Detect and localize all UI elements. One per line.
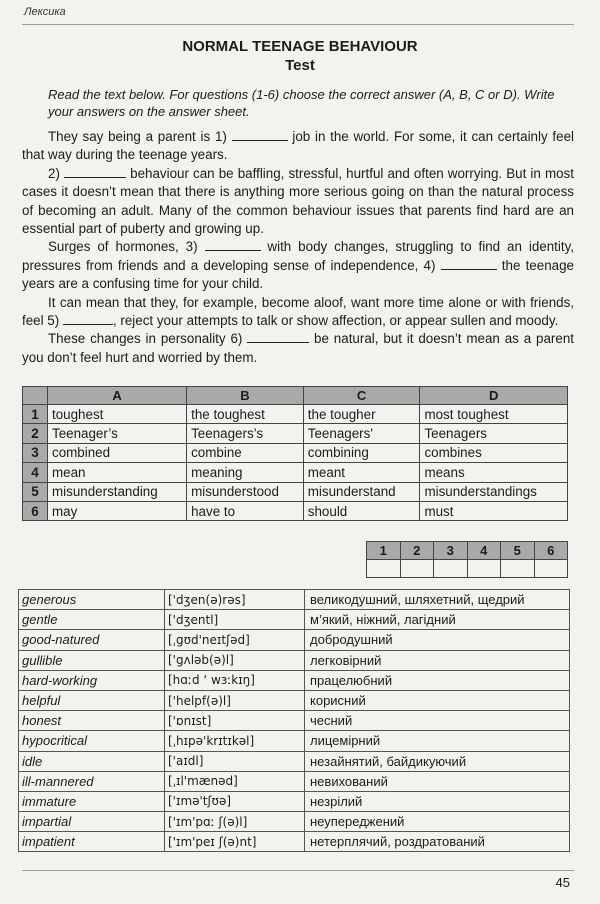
vocabulary-table — [18, 589, 570, 852]
options-corner-cell — [23, 387, 48, 405]
option-c: the tougher — [303, 405, 420, 424]
vocab-transcription: ['ɪmə'tʃʊə] — [165, 791, 305, 811]
vocab-word: ill-mannered — [19, 771, 165, 791]
table-row — [19, 711, 570, 731]
option-c: misunderstand — [303, 482, 420, 501]
vocab-translation: чесний — [305, 711, 570, 731]
vocab-word: idle — [19, 751, 165, 771]
table-row — [19, 751, 570, 771]
passage-text: 2) — [48, 165, 65, 181]
vocab-transcription: [ˌhɪpə'krɪtɪkəl] — [165, 731, 305, 751]
option-a: misunderstanding — [48, 482, 187, 501]
option-d: most toughest — [420, 405, 568, 424]
section-label: Лексика — [24, 6, 66, 18]
table-row — [19, 650, 570, 670]
passage-paragraph — [22, 294, 574, 331]
vocab-translation: невихований — [305, 771, 570, 791]
row-number: 5 — [23, 482, 48, 501]
vocab-word: honest — [19, 711, 165, 731]
option-a: Teenager’s — [48, 424, 187, 443]
gap-4 — [441, 257, 497, 270]
vocab-transcription: [ˌgʊd'neɪtʃəd] — [165, 630, 305, 650]
vocab-translation: неупереджений — [305, 812, 570, 832]
table-row — [19, 832, 570, 852]
table-row — [23, 405, 568, 424]
table-row — [19, 791, 570, 811]
vocab-transcription: [ˌɪl'mænəd] — [165, 771, 305, 791]
answer-number: 4 — [467, 542, 501, 560]
vocab-word: generous — [19, 590, 165, 610]
vocab-word: good-natured — [19, 630, 165, 650]
option-d: must — [420, 501, 568, 520]
answer-cell[interactable] — [467, 560, 501, 578]
option-c: Teenagers' — [303, 424, 420, 443]
options-table — [22, 386, 568, 521]
table-row — [23, 424, 568, 443]
option-b: meaning — [187, 463, 304, 482]
option-d: means — [420, 463, 568, 482]
option-a: may — [48, 501, 187, 520]
header-divider — [22, 24, 574, 25]
vocab-word: hypocritical — [19, 731, 165, 751]
gap-5 — [63, 312, 113, 325]
option-b: Teenagers’s — [187, 424, 304, 443]
vocab-transcription: ['dʒentl] — [165, 610, 305, 630]
option-c: should — [303, 501, 420, 520]
row-number: 6 — [23, 501, 48, 520]
vocab-translation: м’який, ніжний, лагідний — [305, 610, 570, 630]
page-title: NORMAL TEENAGE BEHAVIOUR — [182, 38, 418, 55]
gap-3 — [205, 238, 261, 251]
answer-number: 6 — [534, 542, 568, 560]
page-number: 45 — [555, 875, 570, 890]
passage-text: , reject your attempts to talk or show affection, or appear sullen and moody. — [112, 313, 559, 329]
answer-cell[interactable] — [367, 560, 401, 578]
vocab-transcription: ['gʌləb(ə)l] — [165, 650, 305, 670]
table-row — [19, 610, 570, 630]
table-row — [19, 731, 570, 751]
vocab-word: hard-working — [19, 670, 165, 690]
answer-sheet-header — [367, 542, 568, 560]
passage-text: Surges of hormones, 3) — [48, 239, 205, 255]
passage-text: job in the world. For some, it can certainly feel that way during the teenage years. — [22, 129, 575, 163]
vocab-word: impatient — [19, 832, 165, 852]
table-row — [23, 463, 568, 482]
table-row — [19, 690, 570, 710]
row-number: 4 — [23, 463, 48, 482]
vocab-transcription: ['helpf(ə)l] — [165, 690, 305, 710]
option-c: meant — [303, 463, 420, 482]
answer-number: 1 — [367, 542, 401, 560]
answer-number: 2 — [400, 542, 434, 560]
answer-cell[interactable] — [434, 560, 468, 578]
vocab-translation: незрілий — [305, 791, 570, 811]
vocab-translation: великодушний, шляхетний, щедрий — [305, 590, 570, 610]
passage-text: the teenage years are a confusing time for your child. — [22, 257, 574, 292]
option-a: mean — [48, 463, 187, 482]
vocab-transcription: ['aɪdl] — [165, 751, 305, 771]
option-b: misunderstood — [187, 482, 304, 501]
vocab-translation: корисний — [305, 690, 570, 710]
vocab-word: gentle — [19, 610, 165, 630]
option-c: combining — [303, 443, 420, 462]
table-row — [19, 590, 570, 610]
option-a: combined — [48, 443, 187, 462]
vocab-transcription: ['ɒnɪst] — [165, 711, 305, 731]
answer-number: 5 — [501, 542, 535, 560]
option-d: combines — [420, 443, 568, 462]
vocab-translation: незайнятий, байдикуючий — [305, 751, 570, 771]
table-row — [23, 501, 568, 520]
table-row — [19, 670, 570, 690]
options-column-d: D — [420, 387, 568, 405]
vocab-transcription: [hɑːd ʻ wɜːkɪŋ] — [165, 670, 305, 690]
passage-text: These changes in personality 6) — [48, 331, 248, 347]
table-row — [23, 482, 568, 501]
vocab-transcription: ['dʒen(ə)rəs] — [165, 590, 305, 610]
page-subtitle: Test — [285, 57, 315, 74]
answer-number: 3 — [434, 542, 468, 560]
passage-text: They say being a parent is 1) — [48, 129, 232, 144]
reading-passage — [22, 128, 574, 367]
options-column-b: B — [187, 387, 304, 405]
vocab-translation: працелюбний — [305, 670, 570, 690]
passage-text: with body changes, struggling to find an identity, pressures from friends and a developing sense of independence, 4) — [22, 239, 575, 273]
vocab-translation: добродушний — [305, 630, 570, 650]
option-b: the toughest — [187, 405, 304, 424]
table-row — [19, 771, 570, 791]
option-b: have to — [187, 501, 304, 520]
gap-1 — [232, 128, 288, 141]
gap-2 — [64, 165, 126, 178]
instructions: Read the text below. For questions (1-6) choose the correct answer (A, B, C or D). Write your answers on the answer sheet. — [48, 87, 555, 119]
footer-divider — [22, 870, 574, 871]
options-column-a: A — [48, 387, 187, 405]
answer-sheet — [366, 541, 568, 578]
vocab-word: impartial — [19, 812, 165, 832]
options-header-row — [23, 387, 568, 405]
passage-text: behaviour can be baffling, stressful, hurtful and often worrying. But in most cases it doesn’t mean that there is anything more serious going on than the natural process of becoming an adult. Many of the common behaviour issues that parents find hard are an essential part of puberty and growing up. — [22, 165, 574, 237]
passage-paragraph — [22, 128, 574, 165]
passage-text: It can mean that they, for example, become aloof, want more time alone or with friends, feel 5) — [22, 294, 574, 329]
vocab-word: gullible — [19, 650, 165, 670]
option-d: misunderstandings — [420, 482, 568, 501]
table-row — [19, 812, 570, 832]
passage-text: be natural, but it doesn’t mean as a parent you don’t feel hurt and worried by them. — [22, 331, 574, 365]
answer-sheet-blanks — [367, 560, 568, 578]
option-a: toughest — [48, 405, 187, 424]
vocab-word: helpful — [19, 690, 165, 710]
option-b: combine — [187, 443, 304, 462]
vocab-translation: нетерплячий, роздратований — [305, 832, 570, 852]
gap-6 — [247, 330, 309, 343]
answer-cell[interactable] — [501, 560, 535, 578]
row-number: 3 — [23, 443, 48, 462]
passage-paragraph — [22, 330, 574, 367]
table-row — [23, 443, 568, 462]
vocab-translation: легковірний — [305, 650, 570, 670]
option-d: Teenagers — [420, 424, 568, 443]
row-number: 1 — [23, 405, 48, 424]
passage-paragraph — [22, 165, 574, 239]
passage-paragraph — [22, 238, 574, 293]
row-number: 2 — [23, 424, 48, 443]
table-row — [19, 630, 570, 650]
answer-cell[interactable] — [400, 560, 434, 578]
vocab-translation: лицемірний — [305, 731, 570, 751]
vocab-transcription: ['ɪm'pɑː ʃ(ə)l] — [165, 812, 305, 832]
answer-cell[interactable] — [534, 560, 568, 578]
vocab-word: immature — [19, 791, 165, 811]
options-column-c: C — [303, 387, 420, 405]
vocab-transcription: ['ɪm'peɪ ʃ(ə)nt] — [165, 832, 305, 852]
